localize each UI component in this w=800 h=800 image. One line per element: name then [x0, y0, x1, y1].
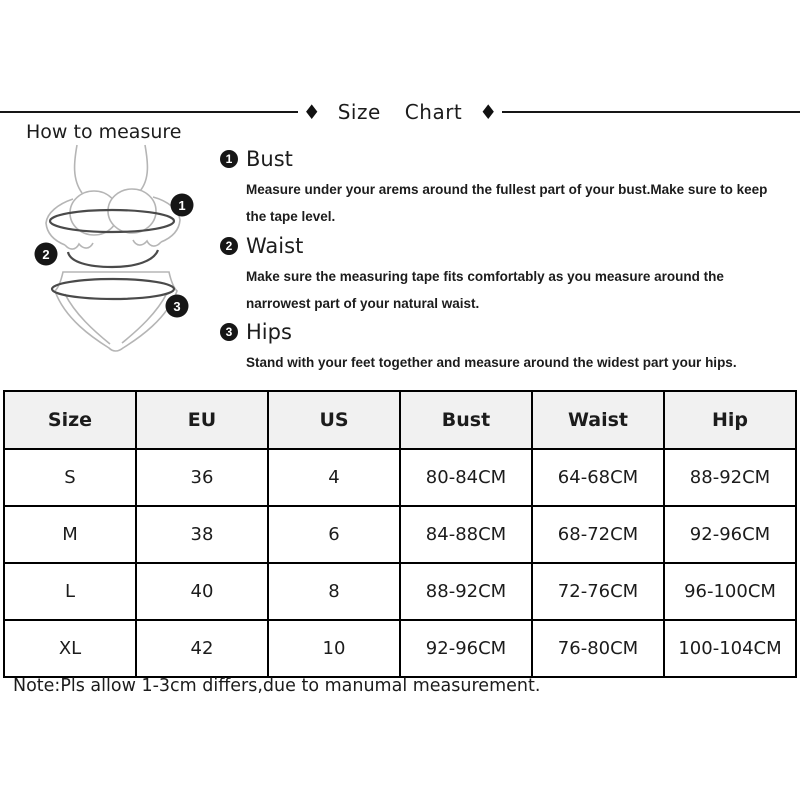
divider-line-right [502, 111, 800, 113]
measure-instruction-bust [220, 146, 790, 230]
cell-hip: 92-96CM [664, 506, 796, 563]
diamond-icon-left: ♦ [302, 100, 321, 124]
cell-eu: 40 [136, 563, 268, 620]
svg-text:3: 3 [173, 299, 181, 314]
table-row-l [4, 563, 796, 620]
instruction-label: Bust [246, 147, 293, 171]
number-2-badge-icon: 2 [220, 237, 238, 255]
measure-point-1-marker [171, 194, 194, 217]
table-row-s [4, 449, 796, 506]
page-title-word-1: Size [337, 100, 381, 124]
measure-instruction-waist [220, 233, 790, 317]
svg-text:2: 2 [42, 247, 50, 262]
column-header-size: Size [4, 391, 136, 449]
measurement-note: Note:Pls allow 1-3cm differs,due to manumal measurement. [13, 676, 541, 696]
instruction-label: Hips [246, 320, 292, 344]
cell-waist: 72-76CM [532, 563, 664, 620]
cell-bust: 84-88CM [400, 506, 532, 563]
cell-us: 10 [268, 620, 400, 677]
cell-bust: 88-92CM [400, 563, 532, 620]
instruction-head [220, 233, 790, 259]
cell-bust: 92-96CM [400, 620, 532, 677]
column-header-hip: Hip [664, 391, 796, 449]
instruction-description: Stand with your feet together and measure around the widest part your hips. [246, 355, 737, 370]
cell-eu: 42 [136, 620, 268, 677]
divider-line-left [0, 111, 298, 113]
measure-instruction-hips [220, 319, 790, 376]
how-to-measure-heading: How to measure [26, 121, 182, 143]
cell-us: 4 [268, 449, 400, 506]
size-table-header-row [4, 391, 796, 449]
bikini-garment-outline [46, 145, 180, 351]
page-title-word-2: Chart [404, 100, 463, 124]
cell-eu: 38 [136, 506, 268, 563]
instruction-description: Make sure the measuring tape fits comfortably as you measure around the narrowest part of your natural waist. [246, 269, 724, 311]
instruction-label: Waist [246, 234, 304, 258]
svg-text:1: 1 [178, 198, 186, 213]
instruction-description: Measure under your arems around the fullest part of your bust.Make sure to keep the tape level. [246, 182, 768, 224]
table-row-m [4, 506, 796, 563]
instruction-head [220, 319, 790, 345]
cell-hip: 88-92CM [664, 449, 796, 506]
cell-hip: 100-104CM [664, 620, 796, 677]
cell-us: 6 [268, 506, 400, 563]
cell-size: M [4, 506, 136, 563]
number-3-badge-icon: 3 [220, 323, 238, 341]
diamond-icon-right: ♦ [479, 100, 498, 124]
table-row-xl [4, 620, 796, 677]
bikini-measurement-illustration [18, 142, 218, 354]
cell-us: 8 [268, 563, 400, 620]
cell-size: L [4, 563, 136, 620]
cell-hip: 96-100CM [664, 563, 796, 620]
column-header-bust: Bust [400, 391, 532, 449]
cell-waist: 64-68CM [532, 449, 664, 506]
cell-bust: 80-84CM [400, 449, 532, 506]
number-1-badge-icon: 1 [220, 150, 238, 168]
cell-size: S [4, 449, 136, 506]
cell-size: XL [4, 620, 136, 677]
instruction-head [220, 146, 790, 172]
cell-waist: 76-80CM [532, 620, 664, 677]
column-header-eu: EU [136, 391, 268, 449]
cell-eu: 36 [136, 449, 268, 506]
measure-point-2-marker [35, 243, 58, 266]
measure-point-3-marker [166, 295, 189, 318]
column-header-us: US [268, 391, 400, 449]
size-table [3, 390, 797, 678]
column-header-waist: Waist [532, 391, 664, 449]
cell-waist: 68-72CM [532, 506, 664, 563]
